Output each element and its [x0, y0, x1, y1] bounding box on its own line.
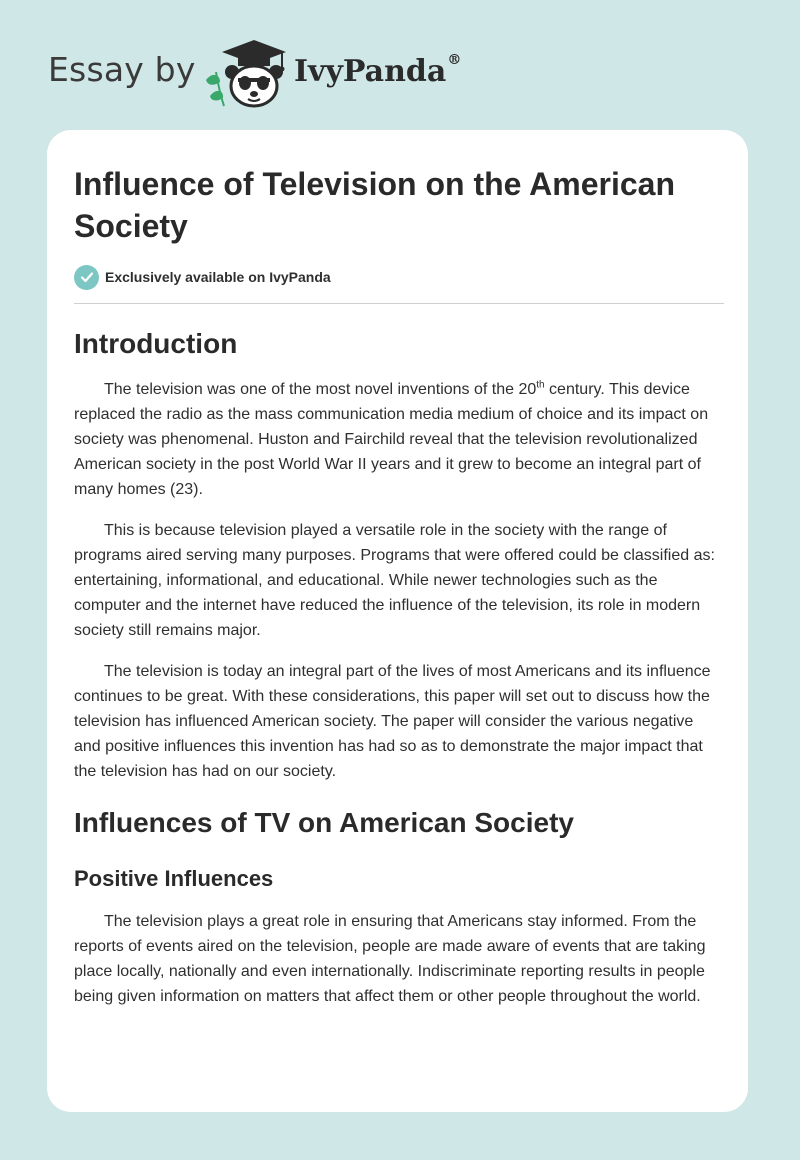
article-card — [47, 130, 748, 1112]
article-title: Influence of Television on the American Society — [74, 166, 675, 244]
heading-positive-influences: Positive Influences — [74, 866, 274, 891]
heading-influences: Influences of TV on American Society — [74, 807, 574, 838]
check-icon — [74, 265, 99, 290]
article-body — [74, 325, 724, 1009]
exclusive-badge-text: Exclusively available on IvyPanda — [105, 269, 331, 285]
brand-name: IvyPanda® — [294, 52, 462, 89]
superscript-th: th — [536, 379, 545, 391]
intro-paragraph-2: This is because television played a versatile role in the society with the range of programs aired serving many purposes. Programs that were offered could be classified as: entertaining, informational, and educational. While newer technologies such as the computer and the internet have reduced the influence of the television, its role in modern society still remains major. — [74, 522, 715, 639]
positive-paragraph-1: The television plays a great role in ensuring that Americans stay informed. From the reports of events aired on the television, people are made aware of events that are taking place locally, nationally and even internationally. Indiscriminate reporting results in people being given information on matters that affect them or other people throughout the world. — [74, 913, 706, 1005]
exclusive-badge — [74, 263, 331, 291]
brand-prefix: Essay by — [48, 50, 196, 89]
intro-paragraph-1: The television was one of the most novel inventions of the 20th century. This device replaced the radio as the mass communication media medium of choice and its impact on society was phenomenal. Huston and Fairchild reveal that the television revolutionalized American society in the post World War II years and it grew to become an integral part of many homes (23). — [74, 379, 709, 498]
panda-graduate-icon — [202, 36, 292, 108]
intro-paragraph-3: The television is today an integral part of the lives of most Americans and its influence continues to be great. With these considerations, this paper will set out to discuss how the television has influenced American society. The paper will consider the various negative and positive influences this invention has had so as to demonstrate the major impact that the television has had on our society. — [74, 663, 711, 780]
title-divider — [74, 303, 724, 304]
registered-mark: ® — [447, 52, 462, 68]
brand-header — [48, 36, 468, 108]
heading-introduction: Introduction — [74, 328, 238, 359]
